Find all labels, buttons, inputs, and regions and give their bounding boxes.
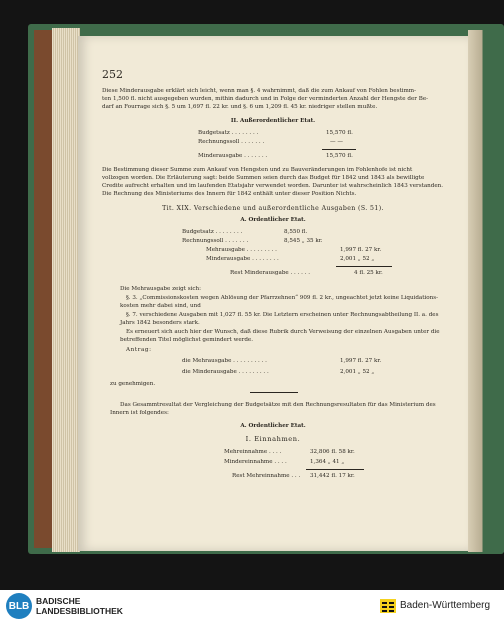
subsection-heading: A. Ordentlicher Etat. (240, 423, 306, 429)
row-label: die Mehrausgabe . . . . . . . . . . (182, 358, 267, 364)
paragraph-line: Jahrs 1842 besonders stark. (120, 320, 200, 326)
row-value: 2,001 „ 52 „ (340, 369, 375, 375)
row-label: Mehrausgabe . . . . . . . . . (206, 247, 277, 253)
section-heading: II. Außerordentlicher Etat. (230, 118, 316, 124)
paragraph-line: Diese Minderausgabe erklärt sich leicht, wenn man §. 4 wahrnimmt, daß die zum Ankauf von Fohlen bestimm- (102, 88, 416, 94)
right-page-edge (468, 30, 504, 552)
paragraph-line: Die Mehrausgabe zeigt sich: (120, 286, 202, 292)
row-label: Mehreinnahme . . . . (224, 449, 282, 455)
row-label: Rest Mehreinnahme . . . (232, 473, 301, 479)
row-label: Minderausgabe . . . . . . . . (206, 256, 279, 262)
row-value: 4 fl. 25 kr. (354, 270, 383, 276)
baden-wuerttemberg-crest-icon (380, 599, 396, 613)
subsection-heading: I. Einnahmen. (245, 435, 301, 443)
section-divider (250, 392, 298, 393)
row-value: 1,997 fl. 27 kr. (340, 247, 382, 253)
library-name (36, 596, 123, 616)
row-label: die Minderausgabe . . . . . . . . . (182, 369, 269, 375)
sum-rule (306, 469, 364, 470)
viewer-footer (0, 590, 504, 622)
paragraph-line: §. 3. „Commissionskosten wegen Ablösung der Pfarrzehnen“ 909 fl. 2 kr., ungeachtet jetzt keine Liquidations- (126, 295, 439, 301)
paragraph-line: Das Gesammtresultat der Vergleichung der Budgetsätze mit den Rechnungsresultaten für das Ministerium des (120, 402, 436, 408)
blb-logo-icon[interactable]: BLB (6, 593, 32, 619)
library-name-line2: LANDESBIBLIOTHEK (36, 606, 123, 616)
row-value: 32,806 fl. 58 kr. (310, 449, 355, 455)
library-name-line1: BADISCHE (36, 596, 81, 606)
row-value: — — (330, 139, 343, 145)
row-value: 15,570 fl. (326, 153, 353, 159)
page-number: 252 (102, 68, 123, 81)
paragraph-line: vollzogen worden. Die Erläuterung sagt: beide Summen seien durch das Budget für 1842 und 1843 als bewilligte (102, 175, 425, 181)
paragraph-line: betreffenden Titel möglichst gemindert werde. (120, 337, 254, 343)
antrag-label: Antrag: (126, 347, 152, 353)
paragraph-line: Es erneuert sich auch hier der Wunsch, daß diese Rubrik durch Verweisung der einzelnen Ausgaben unter die (126, 329, 440, 335)
paragraph-line: ten 1,500 fl. nicht ausgegeben wurden, mithin dadurch und in Folge der verminderten Anzahl der Hengste der Be- (102, 96, 429, 102)
row-value: 8,545 „ 35 kr. (284, 238, 323, 244)
row-label: Mindereinnahme . . . . (224, 459, 287, 465)
title-heading: Tit. XIX. Verschiedene und außerordentliche Ausgaben (S. 51). (162, 205, 384, 212)
paragraph-line: darf an Fourrage sich §. 5 um 1,697 fl. 22 kr. und §. 6 um 1,209 fl. 45 kr. niedriger stellen mußte. (102, 104, 378, 110)
row-value: 1,997 fl. 27 kr. (340, 358, 382, 364)
paragraph-line: Die Rechnung des Ministeriums des Innern für 1842 enthält unter dieser Position Nichts. (102, 191, 357, 197)
paragraph-line: Die Bestimmung dieser Summe zum Ankauf von Hengsten und zu Bauveränderungen im Fohlenhofe ist nicht (102, 167, 413, 173)
paragraph-line: §. 7. verschiedene Ausgaben mit 1,027 fl. 55 kr. Die Letztern erscheinen unter Rechnungsabtheilung II. a. des (126, 312, 439, 318)
paragraph-line: kosten mehr dabei sind, und (120, 303, 201, 309)
sum-rule (336, 266, 392, 267)
row-value: 1,364 „ 41 „ (310, 459, 345, 465)
subsection-heading: A. Ordentlicher Etat. (240, 217, 306, 223)
document-page (78, 36, 468, 551)
row-label: Budgetsatz . . . . . . . . (198, 130, 259, 136)
paragraph-line: Innern ist folgendes: (110, 410, 169, 416)
paragraph-line: Credite aufrecht erhalten und im laufenden Etatsjahr verwendet worden. Darunter ist wahrscheinlich 1843 verstanden. (102, 183, 444, 189)
row-value: 8,550 fl. (284, 229, 308, 235)
row-value: 15,570 fl. (326, 130, 353, 136)
row-value: 2,001 „ 52 „ (340, 256, 375, 262)
row-label: Minderausgabe . . . . . . . (198, 153, 268, 159)
row-label: Budgetsatz . . . . . . . . (182, 229, 243, 235)
row-label: Rechnungssoll . . . . . . . (182, 238, 249, 244)
paragraph-line: zu genehmigen. (110, 381, 156, 387)
sum-rule (322, 149, 356, 150)
row-label: Rechnungssoll . . . . . . . (198, 139, 265, 145)
row-value: 31,442 fl. 17 kr. (310, 473, 355, 479)
row-label: Rest Minderausgabe . . . . . . (230, 270, 311, 276)
state-name: Baden-Württemberg (400, 600, 491, 611)
page-stack (52, 28, 80, 552)
